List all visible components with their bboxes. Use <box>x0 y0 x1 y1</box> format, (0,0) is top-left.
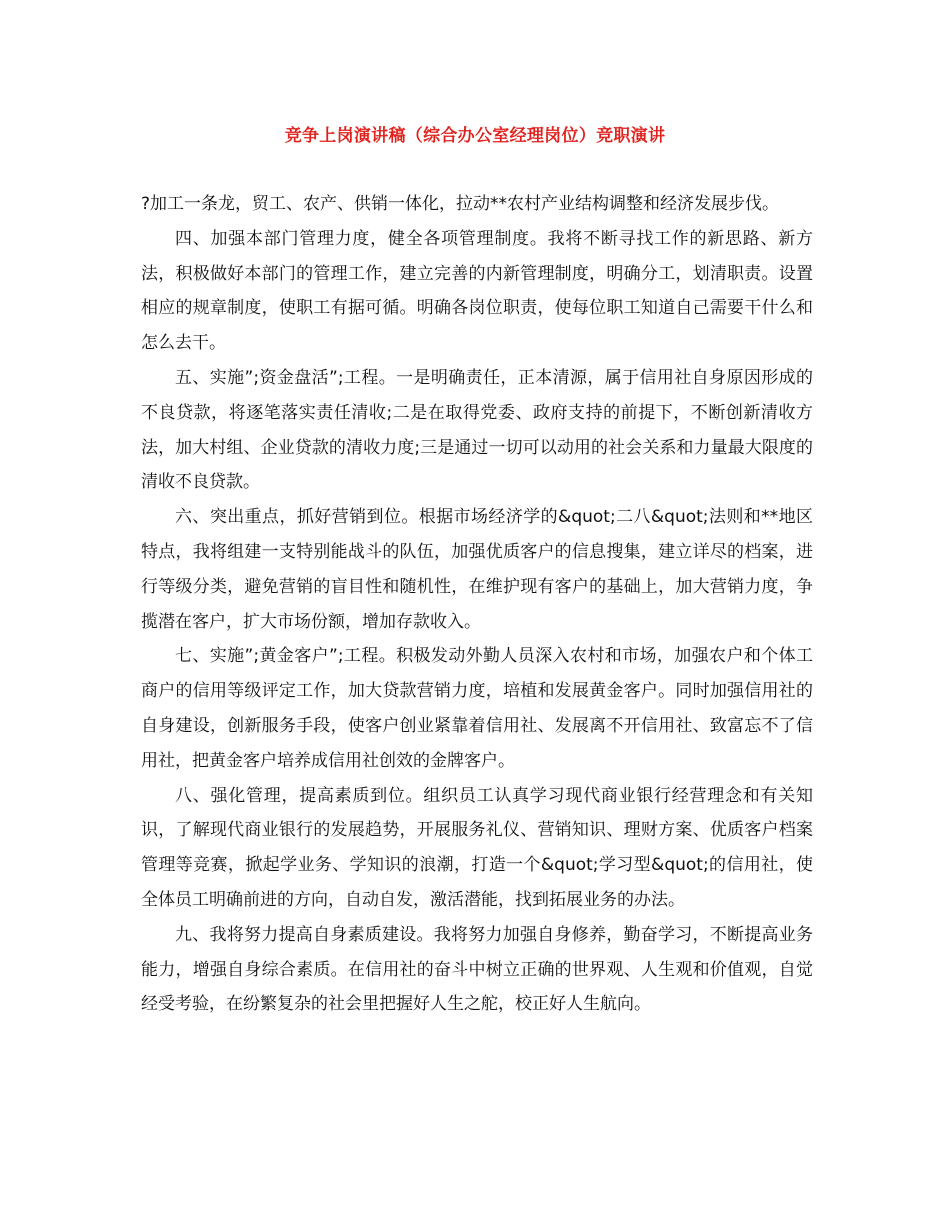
document-body <box>141 187 813 1022</box>
document-title: 竞争上岗演讲稿（综合办公室经理岗位）竞职演讲 <box>284 126 666 146</box>
paragraph-section-9: 九、我将努力提高自身素质建设。我将努力加强自身修养，勤奋学习，不断提高业务能力，增强自身综合素质。在信用社的奋斗中树立正确的世界观、人生观和价值观，自觉经受考验，在纷繁复杂的社会里把握好人生之舵，校正好人生航向。 <box>141 924 813 1015</box>
paragraph-section-5: 五、实施”;资金盘活”;工程。一是明确责任，正本清源，属于信用社自身原因形成的不良贷款，将逐笔落实责任清收;二是在取得党委、政府支持的前提下，不断创新清收方法，加大村组、企业贷款的清收力度;三是通过一切可以动用的社会关系和力量最大限度的清收不良贷款。 <box>141 367 813 493</box>
paragraph-section-4: 四、加强本部门管理力度，健全各项管理制度。我将不断寻找工作的新思路、新方法，积极做好本部门的管理工作，建立完善的内新管理制度，明确分工，划清职责。设置相应的规章制度，使职工有据可循。明确各岗位职责，使每位职工知道自己需要干什么和怎么去干。 <box>141 228 813 354</box>
paragraph-section-7: 七、实施”;黄金客户”;工程。积极发动外勤人员深入农村和市场，加强农户和个体工商户的信用等级评定工作，加大贷款营销力度，培植和发展黄金客户。同时加强信用社的自身建设，创新服务手段，使客户创业紧靠着信用社、发展离不开信用社、致富忘不了信用社，把黄金客户培养成信用社创效的金牌客户。 <box>141 646 813 771</box>
paragraph-continuation: ?加工一条龙，贸工、农产、供销一体化，拉动**农村产业结构调整和经济发展步伐。 <box>141 194 780 214</box>
paragraph-section-8: 八、强化管理，提高素质到位。组织员工认真学习现代商业银行经营理念和有关知识，了解现代商业银行的发展趋势，开展服务礼仪、营销知识、理财方案、优质客户档案管理等竞赛，掀起学业务、学知识的浪潮，打造一个&quot;学习型&quot;的信用社，使全体员工明确前进的方向，自动自发，激活潜能，找到拓展业务的办法。 <box>141 785 813 910</box>
paragraph-section-6: 六、突出重点，抓好营销到位。根据市场经济学的&quot;二八&quot;法则和**地区特点，我将组建一支特别能战斗的队伍，加强优质客户的信息搜集，建立详尽的档案，进行等级分类，避免营销的盲目性和随机性，在维护现有客户的基础上，加大营销力度，争揽潜在客户，扩大市场份额，增加存款收入。 <box>141 507 813 632</box>
